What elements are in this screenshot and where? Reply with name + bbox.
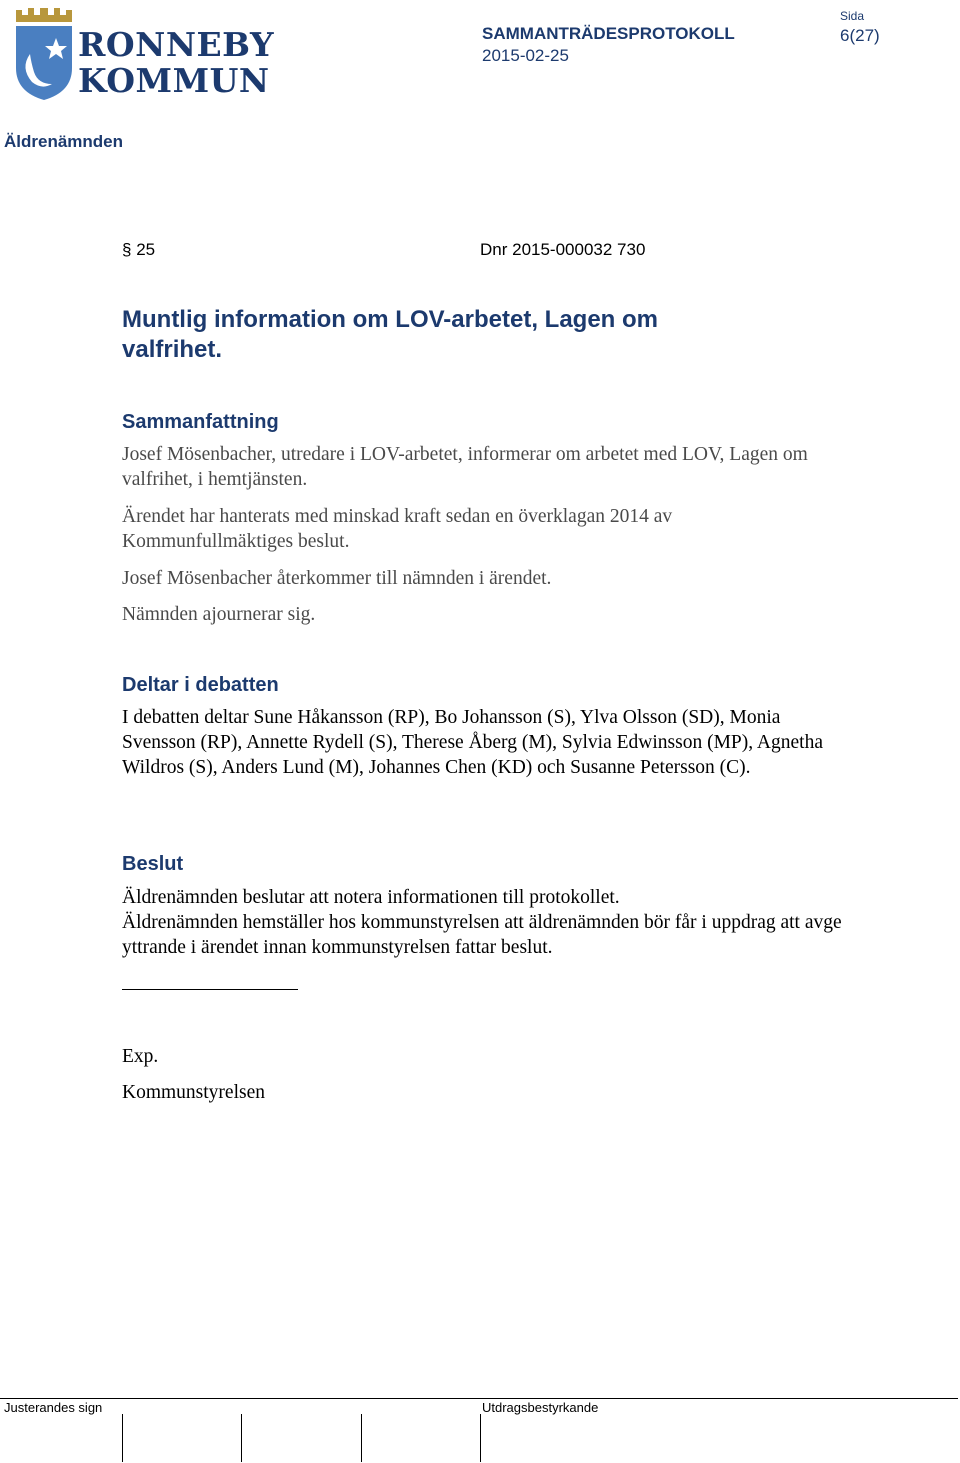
coat-of-arms-icon [12,4,76,104]
debate-participants: I debatten deltar Sune Håkansson (RP), Bo Johansson (S), Ylva Olsson (SD), Monia Svensson (RP), Annette Rydell (S), Therese Åberg (M), Sylvia Edwinsson (MP), Agnetha Wildros (S), Anders Lund (M), Johannes Chen (KD) och Susanne Petersson (C). [122,707,823,778]
page-number: 6(27) [840,26,880,45]
footer-signature-label: Justerandes sign [4,1400,103,1415]
org-name-line1: RONNEBY [78,25,275,64]
signature-box-divider [361,1414,362,1462]
summary-paragraph-3: Josef Mösenbacher återkommer till nämnden i ärendet. [122,568,552,589]
org-name-line2: KOMMUN [78,61,270,100]
summary-heading: Sammanfattning [122,411,279,433]
signature-box-divider [122,1414,123,1462]
decision-paragraph-1: Äldrenämnden beslutar att notera informationen till protokollet. [122,887,620,908]
footer-certification-label: Utdragsbestyrkande [482,1400,599,1415]
summary-paragraph-2: Ärendet har hanterats med minskad kraft sedan en överklagan 2014 av Kommunfullmäktiges beslut. [122,506,673,552]
summary-paragraph-4: Nämnden ajournerar sig. [122,604,316,625]
page-label: Sida [840,9,865,23]
diary-number: Dnr 2015-000032 730 [480,240,646,259]
decision-heading: Beslut [122,853,184,875]
footer-divider [0,1398,958,1399]
separator-line [122,989,298,990]
debate-heading: Deltar i debatten [122,674,279,696]
distribution-recipient: Kommunstyrelsen [122,1082,265,1103]
section-reference [122,240,155,260]
section-sign-icon: § [122,240,132,259]
distribution-label: Exp. [122,1046,159,1067]
municipality-logo [12,4,275,104]
meeting-date: 2015-02-25 [482,46,569,65]
signature-box-divider [241,1414,242,1462]
document-type: SAMMANTRÄDESPROTOKOLL [482,24,735,43]
committee-name: Äldrenämnden [4,132,124,151]
section-number: 25 [136,240,156,259]
item-title: Muntlig information om LOV-arbetet, Lagen om valfrihet. [122,306,659,363]
decision-paragraph-2: Äldrenämnden hemställer hos kommunstyrelsen att äldrenämnden bör får i uppdrag att avge yttrande i ärendet innan kommunstyrelsen fattar beslut. [122,912,842,958]
summary-paragraph-1: Josef Mösenbacher, utredare i LOV-arbetet, informerar om arbetet med LOV, Lagen om valfrihet, i hemtjänsten. [122,444,808,490]
signature-box-divider [480,1414,481,1462]
